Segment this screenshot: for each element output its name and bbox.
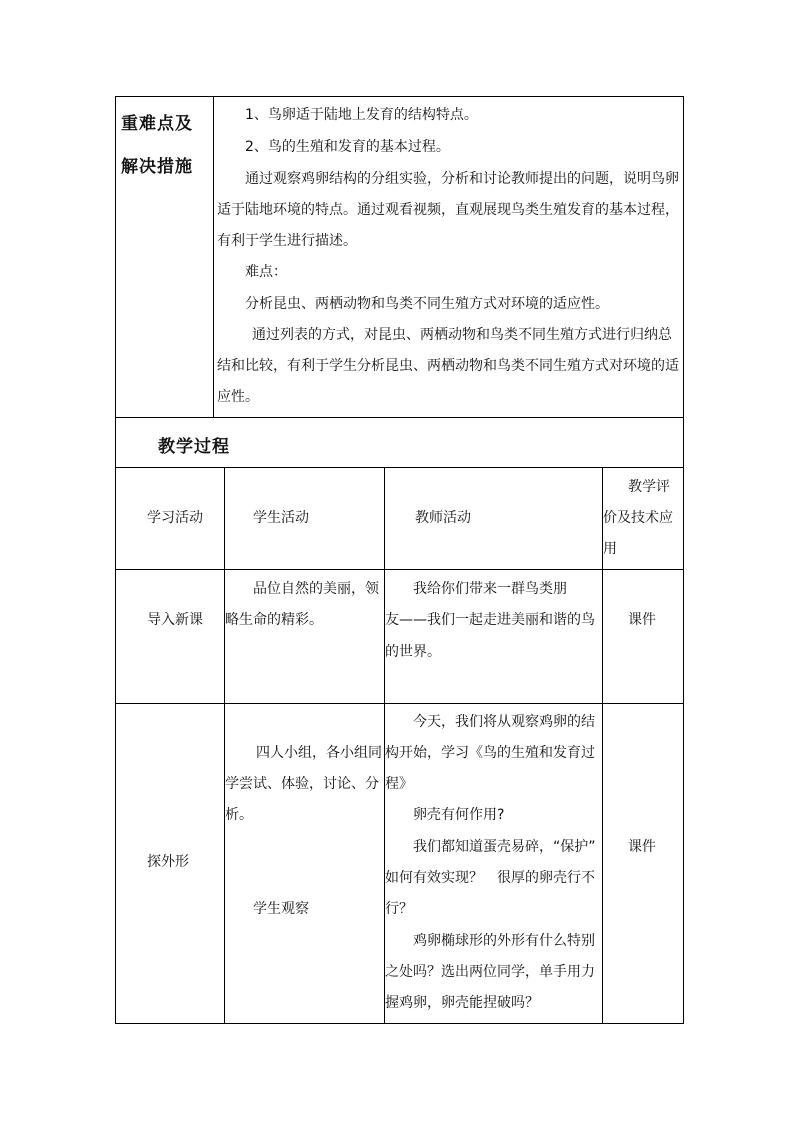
measure-para1-line1: 通过观察鸡卵结构的分组实验，分析和讨论教师提出的问题，说明鸟卵	[245, 171, 679, 187]
row1-teacher-line1: 我给你们带来一群鸟类朋	[413, 581, 567, 597]
row1-student-line2: 略生命的精彩。	[225, 612, 323, 628]
row2-teacher-line2: 构开始，学习《鸟的生殖和发育过	[385, 745, 595, 761]
row2-teacher-line3: 程》	[385, 776, 413, 792]
col-line-1	[224, 467, 225, 1023]
row1-eval: 课件	[628, 612, 656, 628]
row-line-row1-end	[115, 703, 684, 704]
difficulty-text: 分析昆虫、两栖动物和鸟类不同生殖方式对环境的适应性。	[245, 296, 609, 312]
key-point-1: 1、鸟卵适于陆地上发育的结构特点。	[245, 107, 478, 123]
header-activity: 学习活动	[147, 510, 203, 526]
row1-activity: 导入新课	[147, 612, 203, 628]
measure-para2-line2: 结和比较，有利于学生分析昆虫、两栖动物和鸟类不同生殖方式对环境的适	[217, 358, 679, 374]
header-eval-line1: 教学评	[628, 479, 670, 495]
row1-teacher-line2: 友——我们一起走进美丽和谐的鸟	[385, 612, 595, 628]
measure-para2-line3: 应性。	[217, 389, 259, 405]
section1-title-line2: 解决措施	[121, 157, 193, 177]
measure-para1-line3: 有利于学生进行描述。	[217, 233, 357, 249]
table-border-left	[115, 96, 116, 1024]
difficulty-label: 难点：	[245, 264, 287, 280]
row2-student-line4: 学生观察	[253, 901, 309, 917]
key-point-2: 2、鸟的生殖和发育的基本过程。	[245, 139, 450, 155]
row2-teacher-line8: 鸡卵椭球形的外形有什么特别	[413, 933, 595, 949]
table-border-top	[115, 96, 684, 97]
header-student: 学生活动	[253, 510, 309, 526]
row2-student-line3: 析。	[225, 807, 253, 823]
process-title: 教学过程	[158, 437, 230, 457]
row2-teacher-line7: 行？	[385, 901, 413, 917]
row1-teacher-line3: 的世界。	[385, 644, 441, 660]
row-line-header-end	[115, 569, 684, 570]
header-eval-line3: 用	[603, 541, 617, 557]
header-teacher: 教师活动	[415, 510, 471, 526]
row-line-process-title-end	[115, 467, 684, 468]
row2-eval: 课件	[628, 839, 656, 855]
row1-student-line1: 品位自然的美丽，领	[253, 581, 379, 597]
row2-student-line2: 学尝试、体验，讨论、分	[225, 776, 379, 792]
row2-teacher-line9: 之处吗？选出两位同学，单手用力	[385, 964, 595, 980]
row-line-section1-end	[115, 417, 684, 418]
row2-teacher-line6: 如何有效实现？ 很厚的卵壳行不	[385, 870, 595, 886]
header-eval-line2: 价及技术应	[603, 510, 673, 526]
row2-teacher-line4: 卵壳有何作用?	[413, 807, 505, 823]
row2-teacher-line5: 我们都知道蛋壳易碎，“保护”	[413, 839, 596, 855]
section1-divider	[213, 96, 214, 417]
measure-para2-line1: 通过列表的方式，对昆虫、两栖动物和鸟类不同生殖方式进行归纳总	[252, 327, 672, 343]
section1-title-line1: 重难点及	[121, 114, 193, 134]
row2-activity: 探外形	[147, 854, 189, 870]
row2-teacher-line1: 今天，我们将从观察鸡卵的结	[413, 714, 595, 730]
table-border-right	[683, 96, 684, 1024]
measure-para1-line2: 适于陆地环境的特点。通过观看视频，直观展现鸟类生殖发育的基本过程，	[217, 202, 679, 218]
table-border-bottom	[115, 1023, 684, 1024]
row2-teacher-line10: 握鸡卵，卵壳能捏破吗？	[385, 995, 539, 1011]
row2-student-line1: 四人小组，各小组同	[256, 745, 382, 761]
